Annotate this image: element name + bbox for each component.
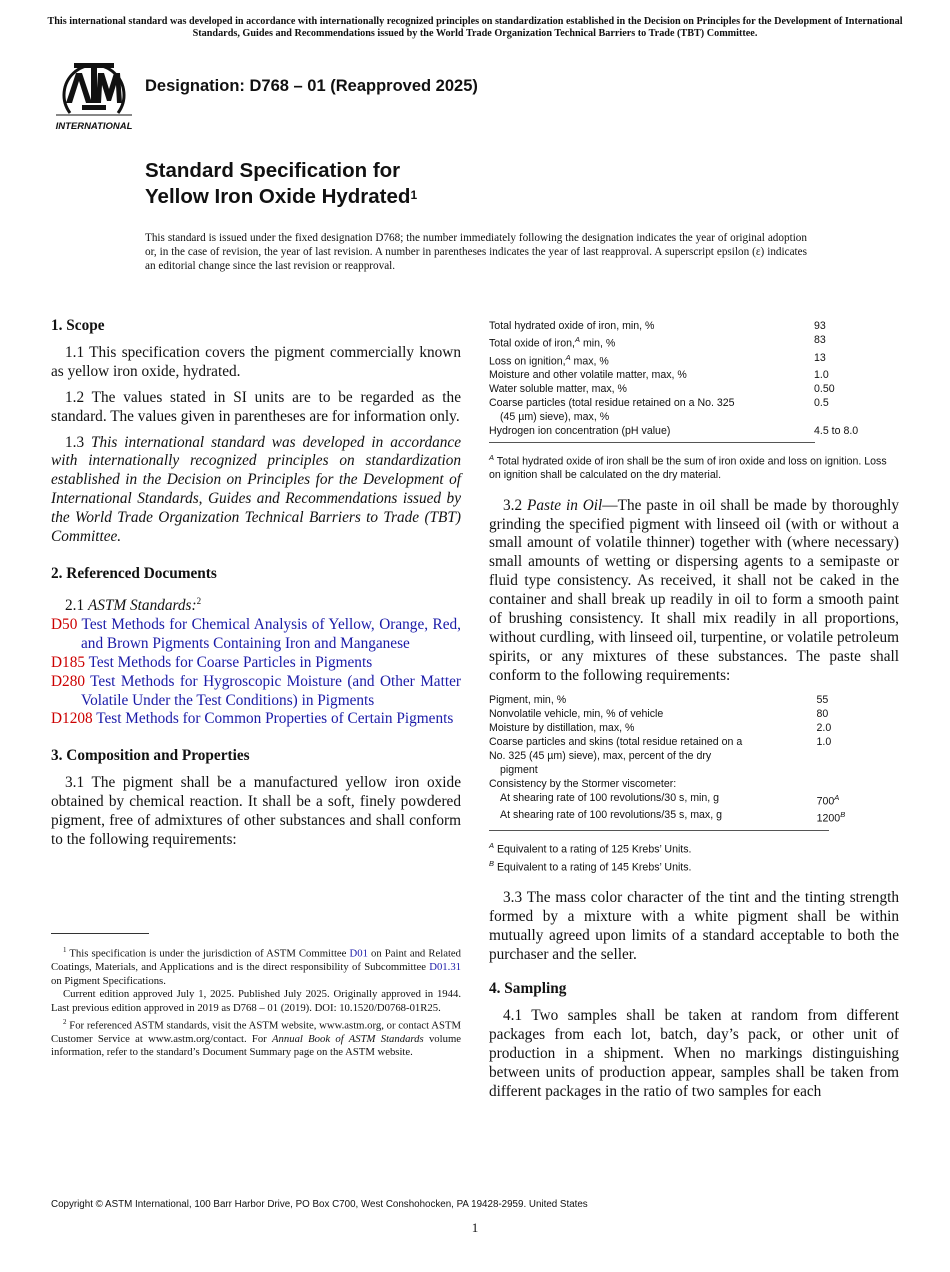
- table-row: (45 µm) sieve), max, %: [500, 411, 610, 424]
- composition-3-1: 3.1 The pigment shall be a manufactured yellow iron oxide obtained by chemical reaction. It shall be a soft, finely powdered pigment, free of admixtures of other substances and shall conform to the following requirements:: [51, 774, 461, 848]
- top-notice: This international standard was developed in accordance with internationally recognized principles on standardization established in the Decision on Principles for the Development of International Standards, Guides and Recommendations issued by the World Trade Organization Technical Barriers to Trade (TBT) Committee.: [47, 16, 903, 39]
- ref-d280[interactable]: D280 Test Methods for Hygroscopic Moisture (and Other Matter Volatile Under the Test Conditions) in Pigments: [51, 672, 461, 709]
- footnote-rule: [51, 933, 149, 934]
- logo-caption: INTERNATIONAL: [55, 121, 133, 132]
- title-line-2: Yellow Iron Oxide Hydrated$^1$: [145, 185, 418, 208]
- table-row: Loss on ignition,$^A$ max, % 13: [489, 351, 826, 368]
- ref-d185[interactable]: D185 Test Methods for Coarse Particles in Pigments: [51, 653, 373, 671]
- table-1-footnote: $^A$ Total hydrated oxide of iron shall be the sum of iron oxide and loss on ignition. Loss on ignition shall be calculated on the dry material.: [489, 453, 887, 482]
- sampling-4-1: 4.1 Two samples shall be taken at random from different packages from each lot, batch, day’s pack, or other unit of production in a shipment. When no markings distinguishing between units of production appear, samples shall be taken from different packages in the ratio of two samples for each: [489, 1007, 899, 1100]
- link-d01-31[interactable]: D01.31: [429, 961, 462, 974]
- table-row: At shearing rate of 100 revolutions/35 s, max, g $1200^B$: [500, 809, 846, 825]
- link-d01[interactable]: D01: [349, 947, 368, 960]
- title-footnote-mark: 1: [410, 188, 418, 202]
- composition-heading: 3. Composition and Properties: [51, 747, 250, 765]
- footnotes: [51, 944, 461, 1060]
- scope-1-1: 1.1 This specification covers the pigment commercially known as yellow iron oxide, hydrated.: [51, 343, 461, 380]
- table-row: At shearing rate of 100 revolutions/30 s, min, g $700^A$: [500, 791, 840, 808]
- table-row: Water soluble matter, max, % 0.50: [489, 383, 835, 396]
- ref-d1208[interactable]: D1208 Test Methods for Common Properties of Certain Pigments: [51, 710, 454, 728]
- title-line-1: Standard Specification for: [145, 159, 401, 182]
- requirements-table-1: [489, 319, 889, 438]
- document-title: [145, 158, 417, 210]
- table-row: Total oxide of iron,$^A$ min, % 83: [489, 334, 826, 350]
- copyright: Copyright © ASTM International, 100 Barr Harbor Drive, PO Box C700, West Conshohocken, PA 19428-2959. United States: [51, 1199, 588, 1210]
- table-row: Total hydrated oxide of iron, min, % 93: [489, 320, 826, 332]
- table-row: Consistency by the Stormer viscometer:: [489, 777, 677, 790]
- table-2-rule: [489, 830, 829, 831]
- table-2-footnote-b: $^B$ Equivalent to a rating of 145 Krebs’ Units.: [489, 858, 692, 874]
- table-row: Moisture and other volatile matter, max, % 1.0: [489, 369, 829, 382]
- astm-standards-label: 2.1 ASTM Standards:$^2$: [65, 595, 202, 614]
- ref-d50[interactable]: D50 Test Methods for Chemical Analysis of Yellow, Orange, Red, and Brown Pigments Containing Iron and Manganese: [51, 615, 461, 652]
- paste-in-oil-3-2: 3.2 Paste in Oil—The paste in oil shall be made by thoroughly grinding the specified pigment with linseed oil (with or without a small amount of volatile thinner) together with (where necessary) small amounts of wetting or dispersing agents to a semipaste or fluid type consistency. As received, it shall not be caked in the container and shall break up readily in oil to form a smooth paint of brushing consistency. It shall mix readily in all proportions, without curdling, with linseed oil, turpentine, or volatile petroleum spirits, or any mixtures of these substances. The paste shall conform to the following requirements:: [489, 496, 899, 684]
- right-column: [489, 319, 899, 1109]
- table-row: Nonvolatile vehicle, min, % of vehicle 80: [489, 707, 829, 720]
- requirements-table-2: [489, 693, 889, 826]
- footnote-1: $^1$ This specification is under the jurisdiction of ASTM Committee D01 on Paint and Related Coatings, Materials, and Applications and is the direct responsibility of Subcommittee D01.31 on Pigment Specifications.: [51, 946, 462, 987]
- table-row: pigment: [500, 763, 538, 776]
- table-row: Moisture by distillation, max, % 2.0: [489, 721, 832, 734]
- left-column: [51, 317, 461, 857]
- table-1-rule: [489, 442, 815, 443]
- intro-paragraph: This standard is issued under the fixed designation D768; the number immediately following the designation indicates the year of original adoption or, in the case of revision, the year of last revision. A number in parentheses indicates the year of last reapproval. A superscript epsilon (ε) indicates an editorial change since the last revision or reapproval.: [145, 232, 807, 273]
- table-row: Coarse particles (total residue retained on a No. 325 0.5: [489, 397, 829, 410]
- footnote-2: $^2$ For referenced ASTM standards, visit the ASTM website, www.astm.org, or contact ASTM Customer Service at www.astm.org/contact. For Annual Book of ASTM Standards volume information, refer to the standard’s Document Summary page on the ASTM website.: [51, 1017, 462, 1059]
- astm-logo: [52, 55, 136, 133]
- table-row: No. 325 (45 µm) sieve), max, percent of the dry: [489, 749, 712, 762]
- mass-color-3-3: 3.3 The mass color character of the tint and the tinting strength formed by a mixture with a white pigment shall be within mutually agreed upon limits of a standard acceptable to both the purchaser and the seller.: [489, 888, 899, 963]
- scope-heading: 1. Scope: [51, 317, 105, 334]
- referenced-heading: 2. Referenced Documents: [51, 564, 217, 582]
- table-2-footnote-a: $^A$ Equivalent to a rating of 125 Krebs’ Units.: [489, 840, 692, 856]
- footnote-1-edition: Current edition approved July 1, 2025. Published July 2025. Originally approved in 1944. Last previous edition approved in 2019 as D768 – 01 (2019). DOI: 10.1520/D0768-01R25.: [51, 988, 461, 1014]
- table-row: Hydrogen ion concentration (pH value) 4.5 to 8.0: [489, 425, 859, 438]
- sampling-heading: 4. Sampling: [489, 980, 567, 998]
- page-number: 1: [471, 1220, 479, 1235]
- scope-1-2: 1.2 The values stated in SI units are to be regarded as the standard. The values given in parentheses are for information only.: [51, 388, 461, 425]
- table-row: Pigment, min, % 55: [489, 693, 829, 706]
- table-row: Coarse particles and skins (total residue retained on a 1.0: [489, 735, 832, 748]
- scope-1-3: 1.3 This international standard was developed in accordance with internationally recognized principles on standardization established in the Decision on Principles for the Development of International Standards, Guides and Recommendations issued by the World Trade Organization Technical Barriers to Trade (TBT) Committee.: [51, 433, 461, 546]
- designation: Designation: D768 – 01 (Reapproved 2025): [145, 77, 478, 95]
